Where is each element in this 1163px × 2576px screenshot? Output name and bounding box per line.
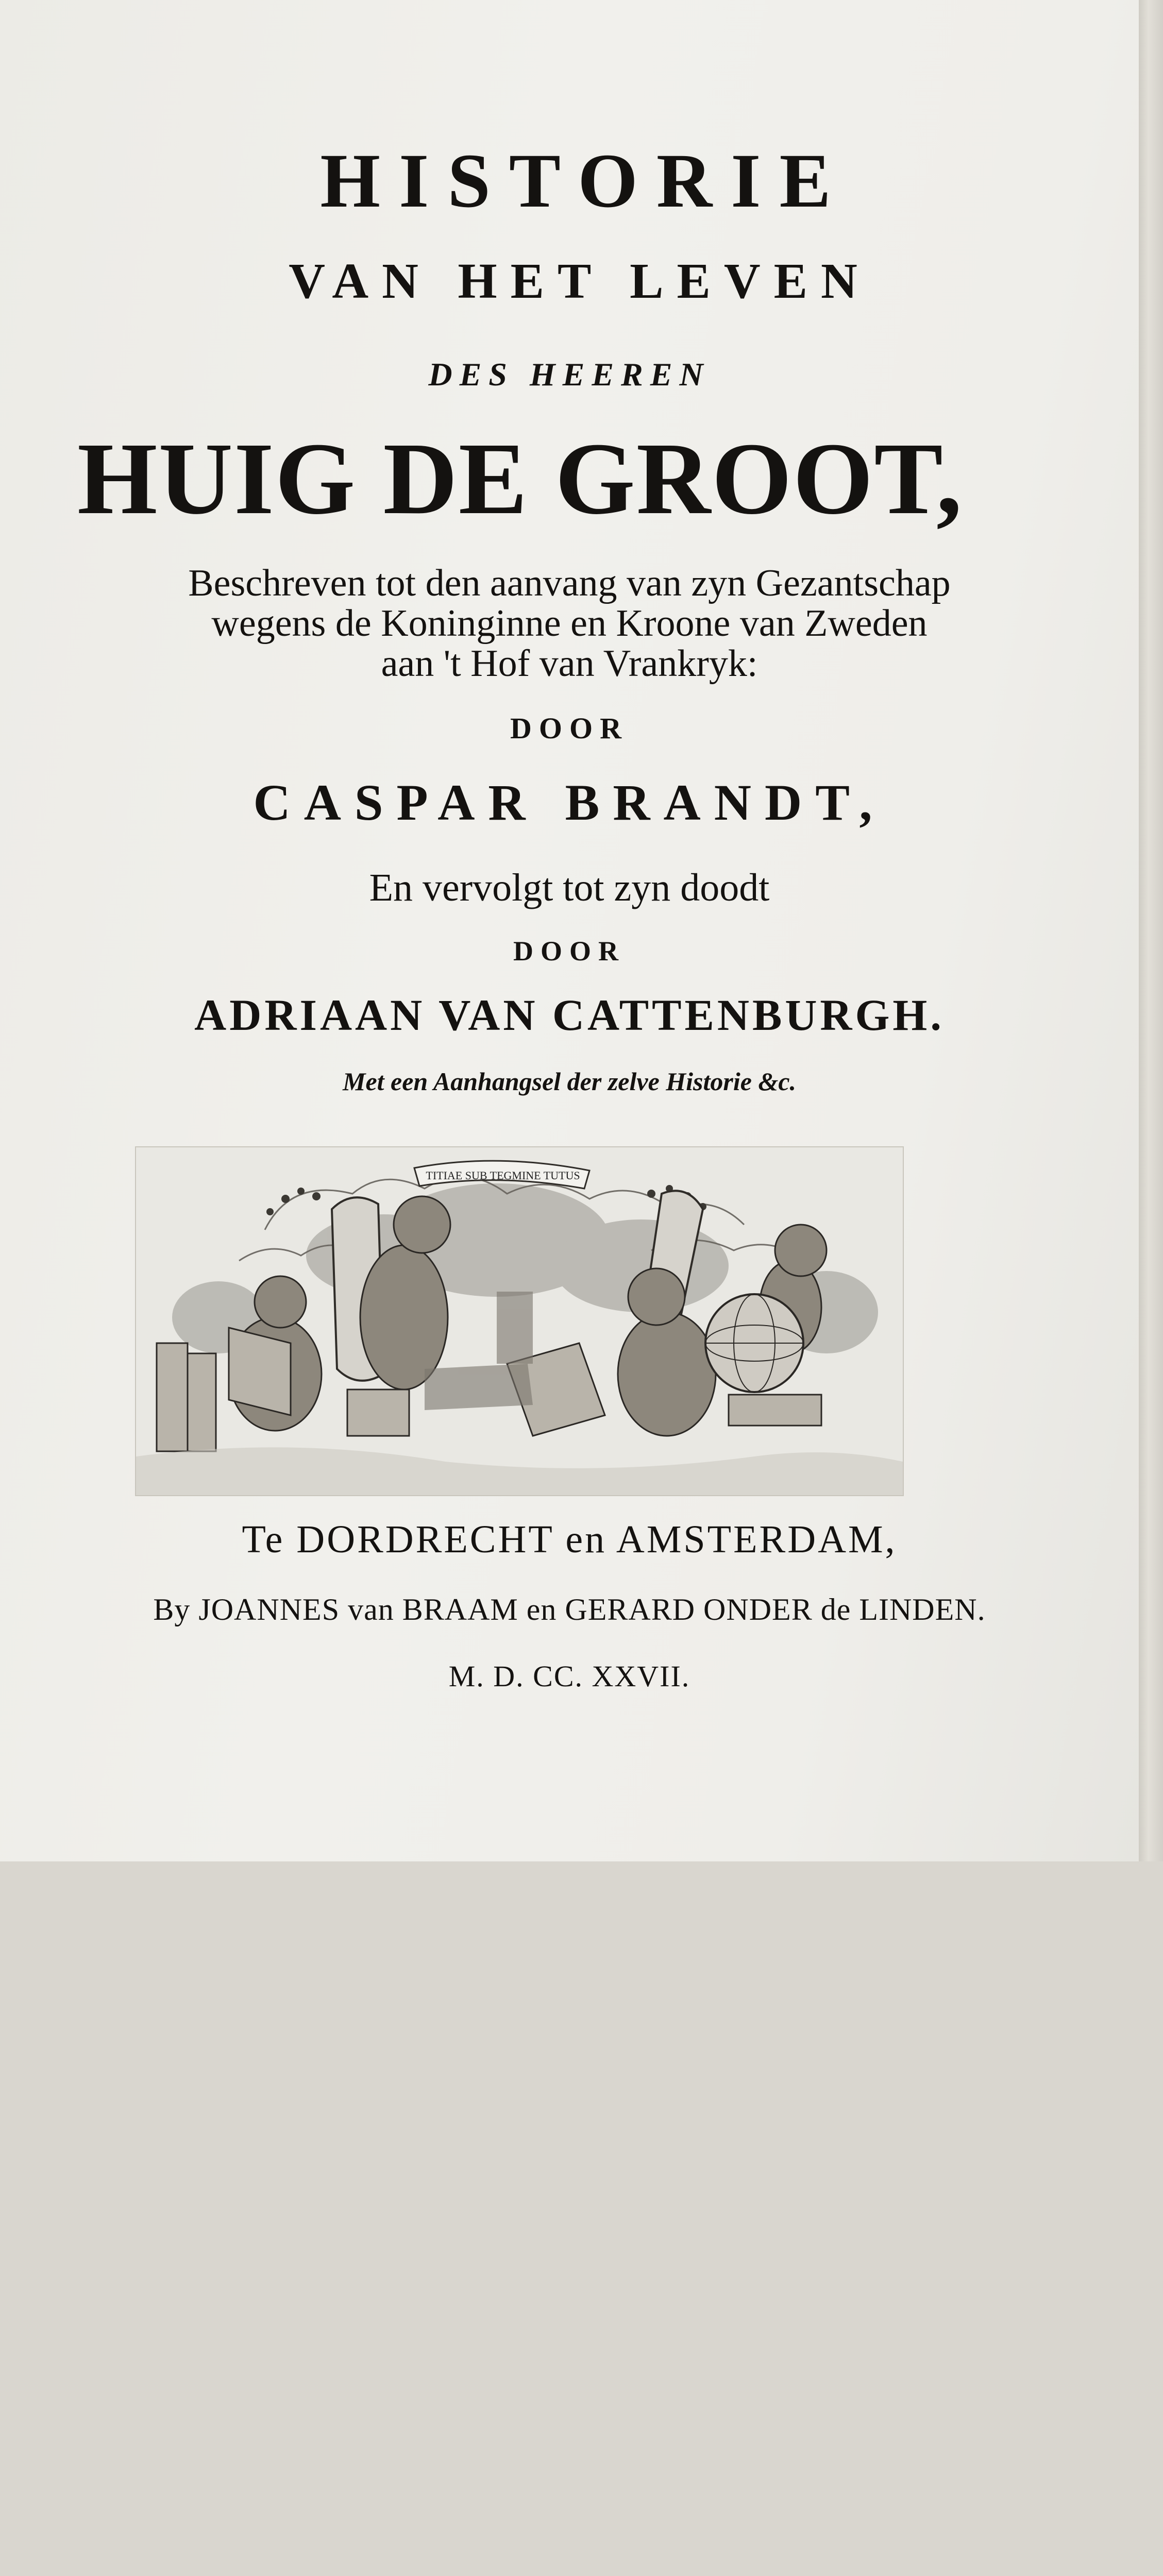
page-edge — [1139, 0, 1163, 1861]
continuation-line: En vervolgt tot zyn doodt — [369, 866, 770, 909]
title-line-huig-de-groot: HUIG DE GROOT, — [77, 422, 963, 536]
appendix-note: Met een Aanhangsel der zelve Historie &c. — [342, 1067, 797, 1096]
vignette-banner-text: TITIAE SUB TEGMINE TUTUS — [426, 1169, 580, 1182]
imprint-printer: By JOANNES van BRAAM en GERARD ONDER de LINDEN. — [153, 1592, 986, 1626]
vignette-illustration — [136, 1147, 903, 1495]
title-line-des-heeren: DES HEEREN — [428, 356, 711, 393]
subtitle-line-1: Beschreven tot den aanvang van zyn Gezantschap — [188, 562, 951, 604]
title-line-van-het-leven: VAN HET LEVEN — [289, 253, 871, 309]
imprint-place: Te DORDRECHT en AMSTERDAM, — [242, 1518, 897, 1561]
door-label-1: DOOR — [510, 711, 629, 745]
author-adriaan-van-cattenburgh: ADRIAAN VAN CATTENBURGH. — [194, 990, 945, 1040]
door-label-2: DOOR — [513, 936, 626, 967]
author-caspar-brandt: CASPAR BRANDT, — [253, 774, 886, 831]
subtitle-line-3: aan 't Hof van Vrankryk: — [381, 642, 758, 685]
imprint-date: M. D. CC. XXVII. — [448, 1659, 690, 1693]
title-line-historie: HISTORIE — [320, 138, 850, 224]
subtitle-line-2: wegens de Koninginne en Kroone van Zweden — [211, 602, 928, 645]
engraved-vignette — [135, 1146, 904, 1496]
